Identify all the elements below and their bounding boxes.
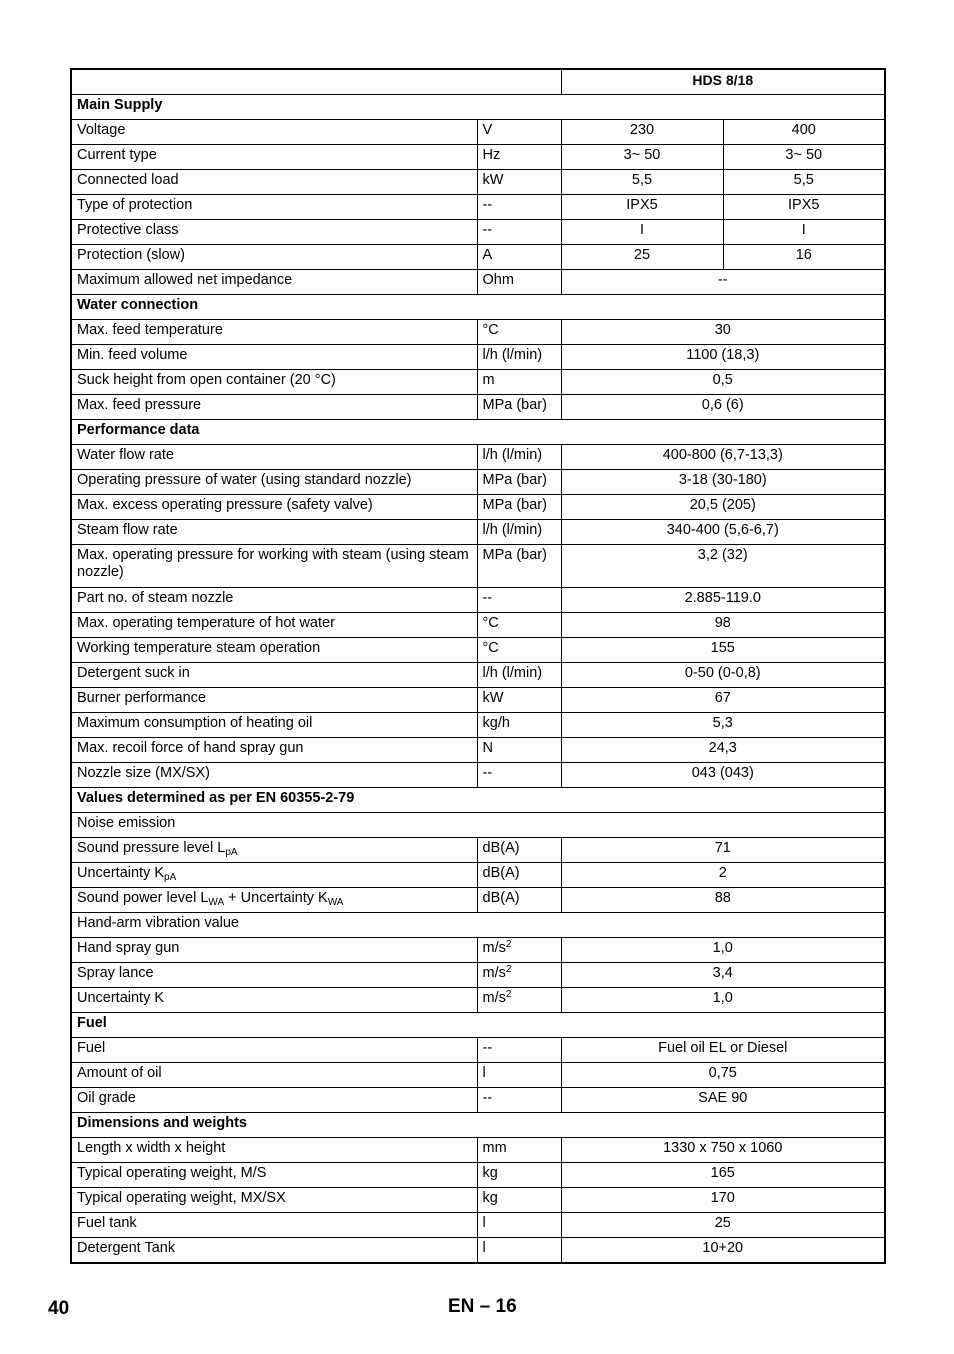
row-label-text: Maximum allowed net impedance <box>77 272 293 288</box>
row-unit <box>477 613 561 638</box>
row-label-text: Connected load <box>77 172 179 188</box>
row-label <box>71 445 477 470</box>
table-header-row <box>71 69 885 95</box>
row-unit <box>477 195 561 220</box>
row-unit-text: A <box>482 247 493 263</box>
row-label-text: Hand spray gun <box>77 940 180 956</box>
table-row <box>71 963 885 988</box>
row-label <box>71 963 477 988</box>
table-row <box>71 713 885 738</box>
row-unit <box>477 270 561 295</box>
row-unit-text: dB(A) <box>482 865 520 881</box>
row-unit <box>477 1063 561 1088</box>
subsection-row <box>71 913 885 938</box>
row-value: 88 <box>561 888 885 913</box>
row-label <box>71 838 477 863</box>
row-value-230v: 230 <box>561 120 723 145</box>
row-unit-text: MPa (bar) <box>482 397 547 413</box>
row-unit <box>477 445 561 470</box>
table-row <box>71 470 885 495</box>
row-label <box>71 713 477 738</box>
page-number: 40 <box>48 1298 70 1319</box>
row-label-text: Operating pressure of water (using standard nozzle) <box>77 472 412 488</box>
row-label-text: Amount of oil <box>77 1065 162 1081</box>
section-row <box>71 1113 885 1138</box>
row-value: 2 <box>561 863 885 888</box>
row-value-400v: I <box>723 220 885 245</box>
row-label <box>71 588 477 613</box>
technical-data-table <box>70 68 886 1264</box>
table-row <box>71 988 885 1013</box>
row-value: 5,3 <box>561 713 885 738</box>
row-label-text: Fuel <box>77 1040 106 1056</box>
section-row <box>71 1013 885 1038</box>
row-unit <box>477 638 561 663</box>
table-row <box>71 688 885 713</box>
row-label-text: Max. excess operating pressure (safety valve) <box>77 497 373 513</box>
row-unit-text: MPa (bar) <box>482 497 547 513</box>
row-value: 0-50 (0-0,8) <box>561 663 885 688</box>
row-label <box>71 1088 477 1113</box>
row-value: 0,6 (6) <box>561 395 885 420</box>
row-unit <box>477 495 561 520</box>
row-unit-text: -- <box>482 1040 493 1056</box>
row-value-400v: IPX5 <box>723 195 885 220</box>
table-row <box>71 395 885 420</box>
row-label <box>71 1213 477 1238</box>
row-unit <box>477 520 561 545</box>
row-unit-superscript: 2 <box>505 939 512 950</box>
row-label <box>71 888 477 913</box>
row-label-text: Uncertainty K <box>77 865 165 881</box>
table-row <box>71 345 885 370</box>
row-unit <box>477 663 561 688</box>
row-unit-text: l/h (l/min) <box>482 347 543 363</box>
section-label: Main Supply <box>71 95 885 120</box>
section-label: Fuel <box>71 1013 885 1038</box>
row-label-text: Uncertainty K <box>77 990 165 1006</box>
row-label-subscript-2: WA <box>327 897 344 908</box>
row-unit-text: l <box>482 1215 486 1231</box>
row-value: 67 <box>561 688 885 713</box>
table-row <box>71 120 885 145</box>
section-label: Water connection <box>71 295 885 320</box>
row-unit <box>477 1213 561 1238</box>
table-row <box>71 613 885 638</box>
row-label <box>71 120 477 145</box>
table-row <box>71 638 885 663</box>
table-row <box>71 370 885 395</box>
table-row <box>71 320 885 345</box>
table-row <box>71 588 885 613</box>
table-row <box>71 195 885 220</box>
row-unit-text: kW <box>482 690 504 706</box>
section-row <box>71 788 885 813</box>
table-row <box>71 1063 885 1088</box>
row-label <box>71 470 477 495</box>
row-unit-text: -- <box>482 1090 493 1106</box>
table-row <box>71 270 885 295</box>
row-value: 10+20 <box>561 1238 885 1264</box>
row-label-text: Burner performance <box>77 690 206 706</box>
table-row <box>71 738 885 763</box>
row-label <box>71 663 477 688</box>
row-unit <box>477 838 561 863</box>
section-label: Values determined as per EN 60355-2-79 <box>71 788 885 813</box>
row-unit-text: l <box>482 1240 486 1256</box>
row-unit <box>477 588 561 613</box>
row-unit <box>477 888 561 913</box>
row-value: 043 (043) <box>561 763 885 788</box>
row-label <box>71 988 477 1013</box>
row-value-230v: I <box>561 220 723 245</box>
row-value-230v: 3~ 50 <box>561 145 723 170</box>
row-label-text: Voltage <box>77 122 126 138</box>
row-label <box>71 1163 477 1188</box>
row-value: 165 <box>561 1163 885 1188</box>
row-unit-text: dB(A) <box>482 840 520 856</box>
row-label-tail: + Uncertainty K <box>224 890 328 906</box>
table-row <box>71 445 885 470</box>
row-unit-text: dB(A) <box>482 890 520 906</box>
row-label-text: Steam flow rate <box>77 522 178 538</box>
technical-data-body <box>71 69 885 1263</box>
row-label-text: Max. recoil force of hand spray gun <box>77 740 304 756</box>
row-value: 3,4 <box>561 963 885 988</box>
row-value: 2.885-119.0 <box>561 588 885 613</box>
row-unit-text: l <box>482 1065 486 1081</box>
row-unit <box>477 395 561 420</box>
table-row <box>71 520 885 545</box>
row-label <box>71 170 477 195</box>
row-label <box>71 938 477 963</box>
row-unit <box>477 713 561 738</box>
row-label <box>71 613 477 638</box>
table-row <box>71 495 885 520</box>
language-page-label: EN – 16 <box>448 1296 517 1317</box>
subsection-row <box>71 813 885 838</box>
row-label-text: Sound power level L <box>77 890 209 906</box>
row-unit <box>477 938 561 963</box>
row-value: 20,5 (205) <box>561 495 885 520</box>
row-label-text: Nozzle size (MX/SX) <box>77 765 210 781</box>
row-unit <box>477 120 561 145</box>
row-unit-text: -- <box>482 765 493 781</box>
row-label-text: Max. operating pressure for working with steam (using steam nozzle) <box>77 547 469 580</box>
row-value: 24,3 <box>561 738 885 763</box>
row-label <box>71 395 477 420</box>
row-unit <box>477 863 561 888</box>
row-unit-text: kW <box>482 172 504 188</box>
row-value: 400-800 (6,7-13,3) <box>561 445 885 470</box>
row-label-subscript: pA <box>225 847 238 858</box>
row-value-400v: 3~ 50 <box>723 145 885 170</box>
row-label <box>71 1138 477 1163</box>
row-value-400v: 400 <box>723 120 885 145</box>
row-unit-text: kg/h <box>482 715 510 731</box>
row-label-text: Protection (slow) <box>77 247 185 263</box>
row-unit <box>477 470 561 495</box>
table-row <box>71 763 885 788</box>
row-unit-text: V <box>482 122 493 138</box>
model-header: HDS 8/18 <box>561 69 885 95</box>
row-unit-text: Hz <box>482 147 501 163</box>
row-value: 3-18 (30-180) <box>561 470 885 495</box>
row-unit <box>477 370 561 395</box>
row-label <box>71 863 477 888</box>
row-unit-text: l/h (l/min) <box>482 522 543 538</box>
row-label-text: Max. feed temperature <box>77 322 223 338</box>
row-label <box>71 1238 477 1264</box>
row-label-text: Current type <box>77 147 157 163</box>
section-row <box>71 295 885 320</box>
row-label-subscript: pA <box>164 872 177 883</box>
row-label-text: Max. operating temperature of hot water <box>77 615 335 631</box>
row-value-400v: 5,5 <box>723 170 885 195</box>
row-label-text: Detergent Tank <box>77 1240 176 1256</box>
row-label-text: Length x width x height <box>77 1140 226 1156</box>
row-label-text: Sound pressure level L <box>77 840 226 856</box>
row-unit <box>477 220 561 245</box>
row-unit <box>477 738 561 763</box>
table-row <box>71 1188 885 1213</box>
row-label <box>71 370 477 395</box>
header-blank-cell <box>71 69 561 95</box>
row-value: 1330 x 750 x 1060 <box>561 1138 885 1163</box>
row-label <box>71 495 477 520</box>
section-row <box>71 95 885 120</box>
row-label <box>71 1038 477 1063</box>
row-value: 98 <box>561 613 885 638</box>
table-row <box>71 1213 885 1238</box>
table-row <box>71 1038 885 1063</box>
row-label <box>71 520 477 545</box>
row-value: 30 <box>561 320 885 345</box>
row-label <box>71 270 477 295</box>
row-unit-text: l/h (l/min) <box>482 447 543 463</box>
row-unit <box>477 1138 561 1163</box>
row-label-text: Spray lance <box>77 965 154 981</box>
row-unit-text: m/s <box>482 940 506 956</box>
row-value: 1,0 <box>561 988 885 1013</box>
row-label <box>71 220 477 245</box>
row-label <box>71 345 477 370</box>
row-unit-text: m/s <box>482 990 506 1006</box>
row-unit-text: MPa (bar) <box>482 472 547 488</box>
table-row <box>71 1238 885 1264</box>
row-unit-text: °C <box>482 322 499 338</box>
row-unit-text: MPa (bar) <box>482 547 547 563</box>
row-label-text: Maximum consumption of heating oil <box>77 715 313 731</box>
row-value: -- <box>561 270 885 295</box>
section-label: Performance data <box>71 420 885 445</box>
row-unit-superscript: 2 <box>505 989 512 1000</box>
row-value: 1,0 <box>561 938 885 963</box>
row-unit-superscript: 2 <box>505 964 512 975</box>
section-label: Dimensions and weights <box>71 1113 885 1138</box>
table-row <box>71 888 885 913</box>
row-value: 25 <box>561 1213 885 1238</box>
row-unit-text: m/s <box>482 965 506 981</box>
row-value-230v: IPX5 <box>561 195 723 220</box>
table-row <box>71 863 885 888</box>
row-label-text: Suck height from open container (20 °C) <box>77 372 336 388</box>
row-value: 170 <box>561 1188 885 1213</box>
row-label-text: Typical operating weight, M/S <box>77 1165 267 1181</box>
row-unit-text: kg <box>482 1190 498 1206</box>
table-row <box>71 1138 885 1163</box>
row-label <box>71 320 477 345</box>
row-label <box>71 545 477 588</box>
row-label <box>71 195 477 220</box>
row-label-text: Detergent suck in <box>77 665 190 681</box>
row-label <box>71 1063 477 1088</box>
row-value: 340-400 (5,6-6,7) <box>561 520 885 545</box>
row-value: 0,75 <box>561 1063 885 1088</box>
table-row <box>71 220 885 245</box>
row-unit <box>477 1238 561 1264</box>
row-unit-text: m <box>482 372 495 388</box>
row-label <box>71 245 477 270</box>
row-value-230v: 5,5 <box>561 170 723 195</box>
row-unit <box>477 1163 561 1188</box>
row-unit-text: °C <box>482 640 499 656</box>
row-unit <box>477 545 561 588</box>
table-row <box>71 838 885 863</box>
row-unit-text: mm <box>482 1140 507 1156</box>
row-unit-text: l/h (l/min) <box>482 665 543 681</box>
row-value: 0,5 <box>561 370 885 395</box>
row-unit-text: °C <box>482 615 499 631</box>
row-label-text: Oil grade <box>77 1090 136 1106</box>
subsection-label: Hand-arm vibration value <box>71 913 885 938</box>
row-label <box>71 763 477 788</box>
row-unit-text: -- <box>482 197 493 213</box>
row-unit-text: Ohm <box>482 272 514 288</box>
row-unit <box>477 763 561 788</box>
section-row <box>71 420 885 445</box>
row-value: 1100 (18,3) <box>561 345 885 370</box>
row-label-text: Type of protection <box>77 197 193 213</box>
row-label <box>71 1188 477 1213</box>
row-unit <box>477 170 561 195</box>
table-row <box>71 245 885 270</box>
row-value: 71 <box>561 838 885 863</box>
row-unit-text: N <box>482 740 493 756</box>
row-unit <box>477 963 561 988</box>
table-row <box>71 938 885 963</box>
row-unit <box>477 145 561 170</box>
row-label <box>71 145 477 170</box>
row-value: Fuel oil EL or Diesel <box>561 1038 885 1063</box>
row-label-text: Max. feed pressure <box>77 397 202 413</box>
row-unit <box>477 1088 561 1113</box>
row-label-text: Fuel tank <box>77 1215 137 1231</box>
row-unit-text: -- <box>482 590 493 606</box>
row-label-text: Typical operating weight, MX/SX <box>77 1190 286 1206</box>
row-value: 155 <box>561 638 885 663</box>
row-unit <box>477 1038 561 1063</box>
row-label <box>71 738 477 763</box>
row-unit <box>477 988 561 1013</box>
row-label-text: Part no. of steam nozzle <box>77 590 234 606</box>
row-unit <box>477 688 561 713</box>
row-value: SAE 90 <box>561 1088 885 1113</box>
table-row <box>71 170 885 195</box>
table-row <box>71 1088 885 1113</box>
row-label-subscript: WA <box>208 897 225 908</box>
row-value: 3,2 (32) <box>561 545 885 588</box>
subsection-label: Noise emission <box>71 813 885 838</box>
row-unit <box>477 245 561 270</box>
row-unit-text: -- <box>482 222 493 238</box>
table-row <box>71 545 885 588</box>
table-row <box>71 145 885 170</box>
row-value-400v: 16 <box>723 245 885 270</box>
row-unit <box>477 1188 561 1213</box>
row-label <box>71 688 477 713</box>
row-label-text: Working temperature steam operation <box>77 640 321 656</box>
row-unit <box>477 320 561 345</box>
row-label <box>71 638 477 663</box>
row-unit <box>477 345 561 370</box>
table-row <box>71 1163 885 1188</box>
row-label-text: Protective class <box>77 222 179 238</box>
row-label-text: Water flow rate <box>77 447 174 463</box>
row-unit-text: kg <box>482 1165 498 1181</box>
row-value-230v: 25 <box>561 245 723 270</box>
row-label-text: Min. feed volume <box>77 347 188 363</box>
table-row <box>71 663 885 688</box>
